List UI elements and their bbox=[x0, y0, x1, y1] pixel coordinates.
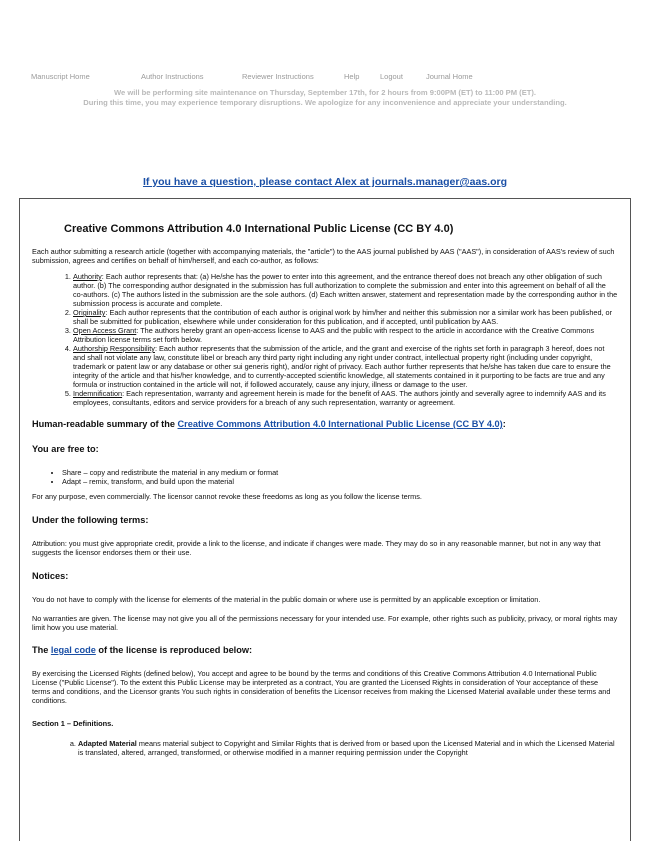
term-authorship-responsibility bbox=[73, 344, 618, 389]
term-heading: Authority bbox=[73, 272, 102, 281]
notices-heading: Notices: bbox=[32, 571, 69, 581]
section-1-heading: Section 1 – Definitions. bbox=[32, 719, 114, 728]
freedoms-list bbox=[62, 468, 618, 486]
summary-heading-suffix: : bbox=[502, 419, 506, 429]
definitions-list bbox=[78, 739, 618, 757]
term-open-access-grant bbox=[73, 326, 618, 344]
term-body: : Each representation, warranty and agreement herein is made for the benefit of AAS. The authors jointly and severally agree to indemnify AAS and its employees, consultants, editors and service providers for a breach of any such representation, warranty or agreement. bbox=[73, 389, 606, 407]
agreement-terms-list bbox=[65, 272, 618, 407]
term-originality bbox=[73, 308, 618, 326]
attribution-text: Attribution: you must give appropriate credit, provide a link to the license, and indicate if changes were made. They may do so in any reasonable manner, but not in any way that suggests the licensor endorses them or their use. bbox=[32, 539, 601, 557]
maintenance-line-2: During this time, you may experience temporary disruptions. We apologize for any inconvenience and appreciate your understanding. bbox=[83, 98, 567, 107]
freedoms-note: For any purpose, even commercially. The licensor cannot revoke these freedoms as long as you follow the license terms. bbox=[32, 492, 422, 501]
term-body: : Each author represents that the contribution of each author is original work by him/her and neither this submission nor a similar work has been published, or shall be submitted for publication, elsewhere while under consideration for this publication, and if accepted, until publication by AAS. bbox=[73, 308, 613, 326]
freedom-adapt: • Adapt – remix, transform, and build upon the material bbox=[62, 477, 618, 486]
terms-heading: Under the following terms: bbox=[32, 515, 149, 525]
legal-intro: By exercising the Licensed Rights (defined below), You accept and agree to be bound by the terms and conditions of this Creative Commons Attribution 4.0 International Public License ("Public License"). To the extent this Public License may be interpreted as a contract, You are granted the Licensed Rights in consideration of Your acceptance of these terms and conditions, and the Licensor grants You such rights in consideration of benefits the Licensor receives from making the Licensed Material available under these terms and conditions. bbox=[32, 669, 611, 705]
freedom-share: • Share – copy and redistribute the material in any medium or format bbox=[62, 468, 618, 477]
contact-link[interactable]: If you have a question, please contact Alex at journals.manager@aas.org bbox=[142, 176, 508, 188]
term-heading: Indemnification bbox=[73, 389, 123, 398]
summary-heading bbox=[32, 419, 618, 429]
legal-code-heading bbox=[32, 645, 618, 655]
nav-journal-home[interactable]: Journal Home bbox=[426, 72, 473, 81]
term-body: : Each author represents that: (a) He/she has the power to enter into this agreement, and the entrance thereof does not breach any other obligation of such author. (b) The corresponding author designated in the submission has full authorization to complete the submission and enter into this agreement on behalf of all the co-authors. (c) The authors listed in the submission are the sole authors. (d) Each written answer, statement and representation made by the corresponding author in the submission process is accurate and complete. bbox=[73, 272, 618, 308]
definition-term: Adapted Material bbox=[78, 739, 137, 748]
term-authority bbox=[73, 272, 618, 308]
nav-author-instructions[interactable]: Author Instructions bbox=[141, 72, 204, 81]
license-title: Creative Commons Attribution 4.0 International Public License (CC BY 4.0) bbox=[64, 223, 454, 235]
legal-code-link[interactable]: legal code bbox=[50, 645, 96, 655]
maintenance-notice bbox=[0, 88, 650, 108]
notice-public-domain: You do not have to comply with the license for elements of the material in the public domain or where use is permitted by an applicable exception or limitation. bbox=[32, 595, 541, 604]
license-intro: Each author submitting a research article (together with accompanying materials, the "article") to the AAS journal published by AAS ("AAS"), in consideration of AAS's review of such submission, agrees and certifies on behalf of him/herself, and each co-author, as follows: bbox=[32, 247, 615, 265]
nav-help[interactable]: Help bbox=[344, 72, 360, 81]
definition-body: means material subject to Copyright and Similar Rights that is derived from or based upon the Licensed Material and in which the Licensed Material is translated, altered, arranged, transformed, or otherwise modified in a manner requiring permission under the Copyright bbox=[78, 739, 615, 757]
definition-adapted-material bbox=[78, 739, 618, 757]
summary-heading-prefix: Human-readable summary of the bbox=[32, 419, 178, 429]
term-body: : The authors hereby grant an open-access license to AAS and the public with respect to the article in accordance with the Creative Commons Attribution license terms set forth below. bbox=[73, 326, 595, 344]
legal-heading-prefix: The bbox=[32, 645, 51, 655]
term-body: : Each author represents that the submission of the article, and the grant and exercise of the rights set forth in paragraph 3 hereof, does not and shall not violate any law, constitute libel or breach any third party right including any right under contract, intellectual property right (including under copyright, trademark or patent law or any database or other sui generis right), and/or right of privacy. Each author further represents that he/she has taken due care to ensure the integrity of the article and that his/her knowledge, and to currently-accepted scientific knowledge, all statements contained in it purporting to be facts are true and any formula or instruction contained in the article will not, if followed accurately, cause any injury, illness or damage to the user. bbox=[73, 344, 611, 389]
term-heading: Originality bbox=[73, 308, 106, 317]
notice-no-warranties: No warranties are given. The license may not give you all of the permissions necessary for your intended use. For example, other rights such as publicity, privacy, or moral rights may limit how you use material. bbox=[32, 614, 618, 632]
maintenance-line-1: We will be performing site maintenance on Thursday, September 17th, for 2 hours from 9:00PM (ET) to 11:00 PM (ET). bbox=[113, 88, 537, 97]
nav-reviewer-instructions[interactable]: Reviewer Instructions bbox=[242, 72, 314, 81]
term-indemnification bbox=[73, 389, 618, 407]
top-navigation bbox=[31, 72, 630, 84]
nav-logout[interactable]: Logout bbox=[380, 72, 403, 81]
license-panel bbox=[19, 198, 631, 841]
legal-heading-suffix: of the license is reproduced below: bbox=[95, 645, 253, 655]
cc-by-license-link[interactable]: Creative Commons Attribution 4.0 International Public License (CC BY 4.0) bbox=[177, 419, 503, 429]
nav-manuscript-home[interactable]: Manuscript Home bbox=[31, 72, 90, 81]
free-to-heading: You are free to: bbox=[32, 444, 99, 454]
term-heading: Authorship Responsibility bbox=[73, 344, 155, 353]
term-heading: Open Access Grant bbox=[73, 326, 137, 335]
